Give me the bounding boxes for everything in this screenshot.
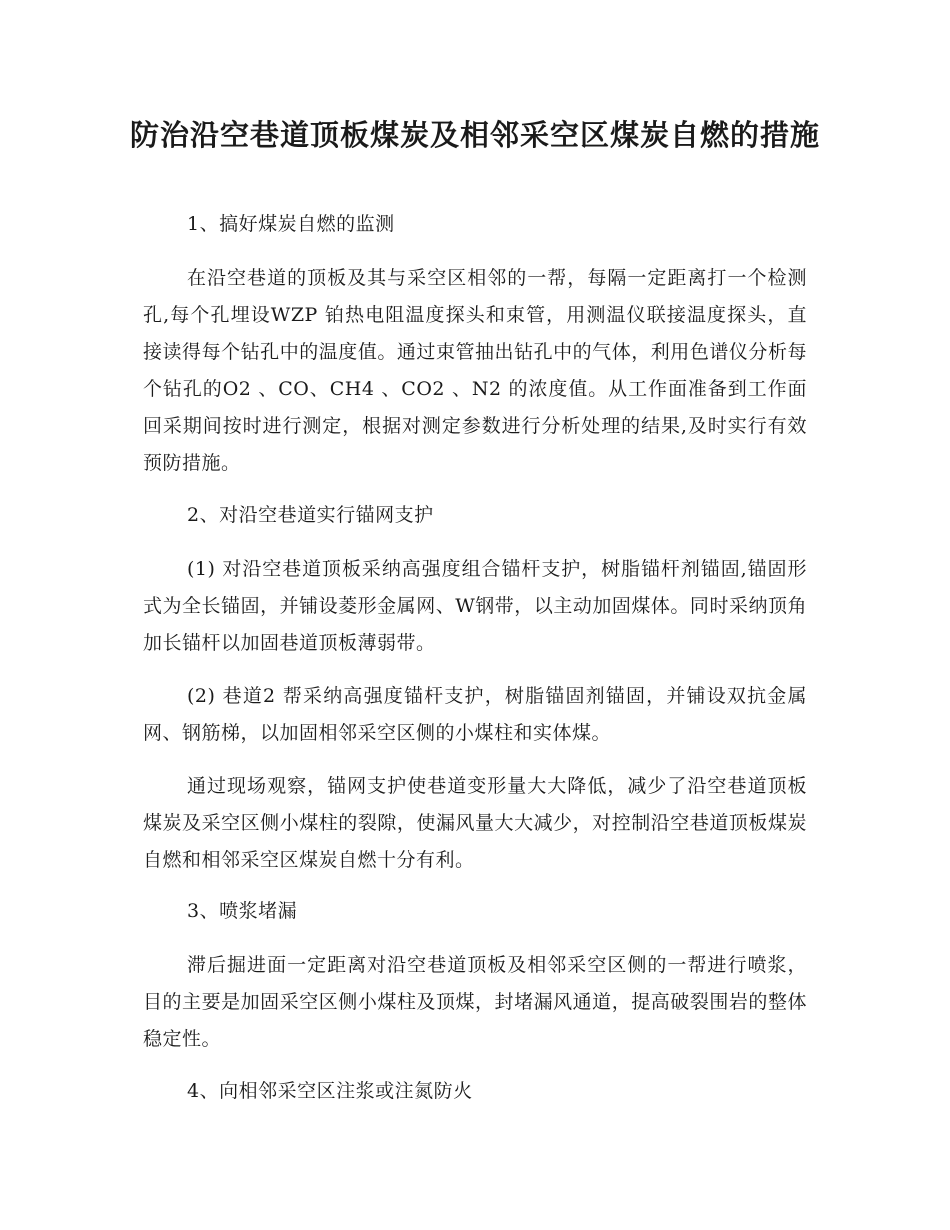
- section-heading-anchor-support: 2、对沿空巷道实行锚网支护: [187, 504, 434, 526]
- section-heading-grouting: 4、向相邻采空区注浆或注氮防火: [187, 1080, 473, 1102]
- section-heading-shotcrete: 3、喷浆堵漏: [187, 900, 298, 922]
- section-heading-monitoring: 1、搞好煤炭自燃的监测: [187, 213, 395, 235]
- page-title: 防治沿空巷道顶板煤炭及相邻采空区煤炭自燃的措施: [129, 118, 820, 152]
- paragraph-monitoring: 在沿空巷道的顶板及其与采空区相邻的一帮，每隔一定距离打一个检测孔,每个孔埋设WZP 铂热电阻温度探头和束管，用测温仪联接温度探头，直接读得每个钻孔中的温度值。通过束管抽出钻孔中的气体，利用色谱仪分析每个钻孔的O2 、CO、CH4 、CO2 、N2 的浓度值。从工作面准备到工作面回采期间按时进行测定，根据对测定参数进行分析处理的结果,及时实行有效预防措施。: [143, 267, 807, 474]
- paragraph-side-support: (2) 巷道2 帮采纳高强度锚杆支护，树脂锚固剂锚固，并铺设双抗金属网、钢筋梯，以加固相邻采空区侧的小煤柱和实体煤。: [143, 685, 807, 744]
- paragraph-shotcrete: 滞后掘进面一定距离对沿空巷道顶板及相邻采空区侧的一帮进行喷浆，目的主要是加固采空区侧小煤柱及顶煤，封堵漏风通道，提高破裂围岩的整体稳定性。: [143, 954, 807, 1050]
- paragraph-observation: 通过现场观察，锚网支护使巷道变形量大大降低，减少了沿空巷道顶板煤炭及采空区侧小煤柱的裂隙，使漏风量大大减少，对控制沿空巷道顶板煤炭自燃和相邻采空区煤炭自燃十分有利。: [143, 775, 807, 871]
- paragraph-roof-support: (1) 对沿空巷道顶板采纳高强度组合锚杆支护，树脂锚杆剂锚固,锚固形式为全长锚固，并铺设菱形金属网、W钢带，以主动加固煤体。同时采纳顶角加长锚杆以加固巷道顶板薄弱带。: [143, 558, 807, 654]
